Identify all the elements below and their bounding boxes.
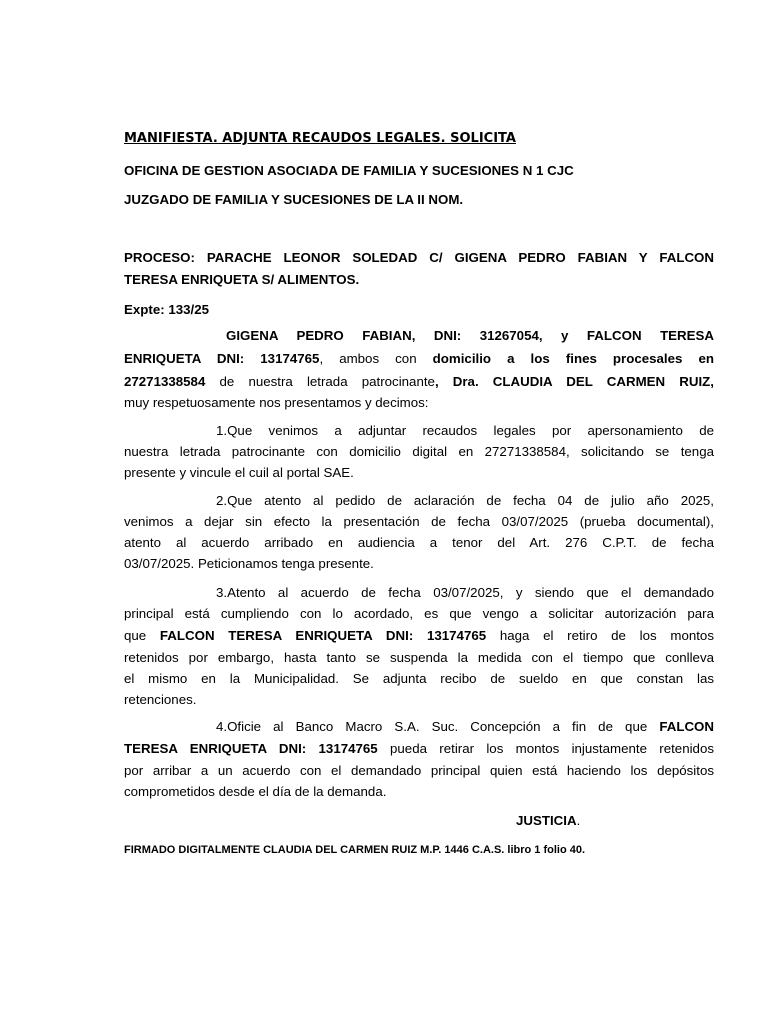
intro-line-2: ENRIQUETA DNI: 13174765, ambos con domicilio a los fines procesales en — [124, 351, 714, 366]
closing-justicia: JUSTICIA. — [516, 813, 581, 828]
item3-line-1: 3.Atento al acuerdo de fecha 03/07/2025, y siendo que el demandado — [216, 585, 714, 600]
item4-line-4: comprometidos desde el día de la demanda. — [124, 784, 387, 799]
item4-line-1: 4.Oficie al Banco Macro S.A. Suc. Concepción a fin de que FALCON — [216, 719, 714, 734]
item2-line-1: 2.Que atento al pedido de aclaración de fecha 04 de julio año 2025, — [216, 493, 714, 508]
item2-line-3: atento al acuerdo arribado en audiencia a tenor del Art. 276 C.P.T. de fecha — [124, 535, 714, 550]
item3-line-4: retenidos por embargo, hasta tanto se suspenda la medida con el tiempo que conlleva — [124, 650, 714, 665]
digital-signature: FIRMADO DIGITALMENTE CLAUDIA DEL CARMEN RUIZ M.P. 1446 C.A.S. libro 1 folio 40. — [124, 844, 586, 856]
process-line-1: PROCESO: PARACHE LEONOR SOLEDAD C/ GIGENA PEDRO FABIAN Y FALCON — [124, 250, 714, 265]
item1-line-2: nuestra letrada patrocinante con domicilio digital en 27271338584, solicitando se tenga — [124, 444, 714, 459]
intro-line-1: GIGENA PEDRO FABIAN, DNI: 31267054, y FALCON TERESA — [226, 328, 714, 343]
case-number: Expte: 133/25 — [124, 302, 210, 317]
office-heading: OFICINA DE GESTION ASOCIADA DE FAMILIA Y SUCESIONES N 1 CJC — [124, 163, 574, 178]
item4-line-3: por arribar a un acuerdo con el demandado principal quien está haciendo los depósitos — [124, 763, 714, 778]
item1-line-1: 1.Que venimos a adjuntar recaudos legales por apersonamiento de — [216, 423, 714, 438]
item1-line-3: presente y vincule el cuil al portal SAE. — [124, 465, 354, 480]
item4-line-2: TERESA ENRIQUETA DNI: 13174765 pueda retirar los montos injustamente retenidos — [124, 741, 714, 756]
process-line-2: TERESA ENRIQUETA S/ ALIMENTOS. — [124, 272, 360, 287]
item2-line-4: 03/07/2025. Peticionamos tenga presente. — [124, 556, 374, 571]
document-title: MANIFIESTA. ADJUNTA RECAUDOS LEGALES. SOLICITA — [124, 131, 516, 146]
intro-line-3: 27271338584 de nuestra letrada patrocinante, Dra. CLAUDIA DEL CARMEN RUIZ, — [124, 374, 714, 389]
intro-line-4: muy respetuosamente nos presentamos y decimos: — [124, 395, 429, 410]
item3-line-6: retenciones. — [124, 692, 197, 707]
item3-line-2: principal está cumpliendo con lo acordado, es que vengo a solicitar autorización para — [124, 606, 714, 621]
court-heading: JUZGADO DE FAMILIA Y SUCESIONES DE LA II NOM. — [124, 192, 464, 207]
item3-line-3: que FALCON TERESA ENRIQUETA DNI: 13174765 haga el retiro de los montos — [124, 628, 714, 643]
item2-line-2: venimos a dejar sin efecto la presentación de fecha 03/07/2025 (prueba documental), — [124, 514, 714, 529]
item3-line-5: el mismo en la Municipalidad. Se adjunta recibo de sueldo en que constan las — [124, 671, 714, 686]
